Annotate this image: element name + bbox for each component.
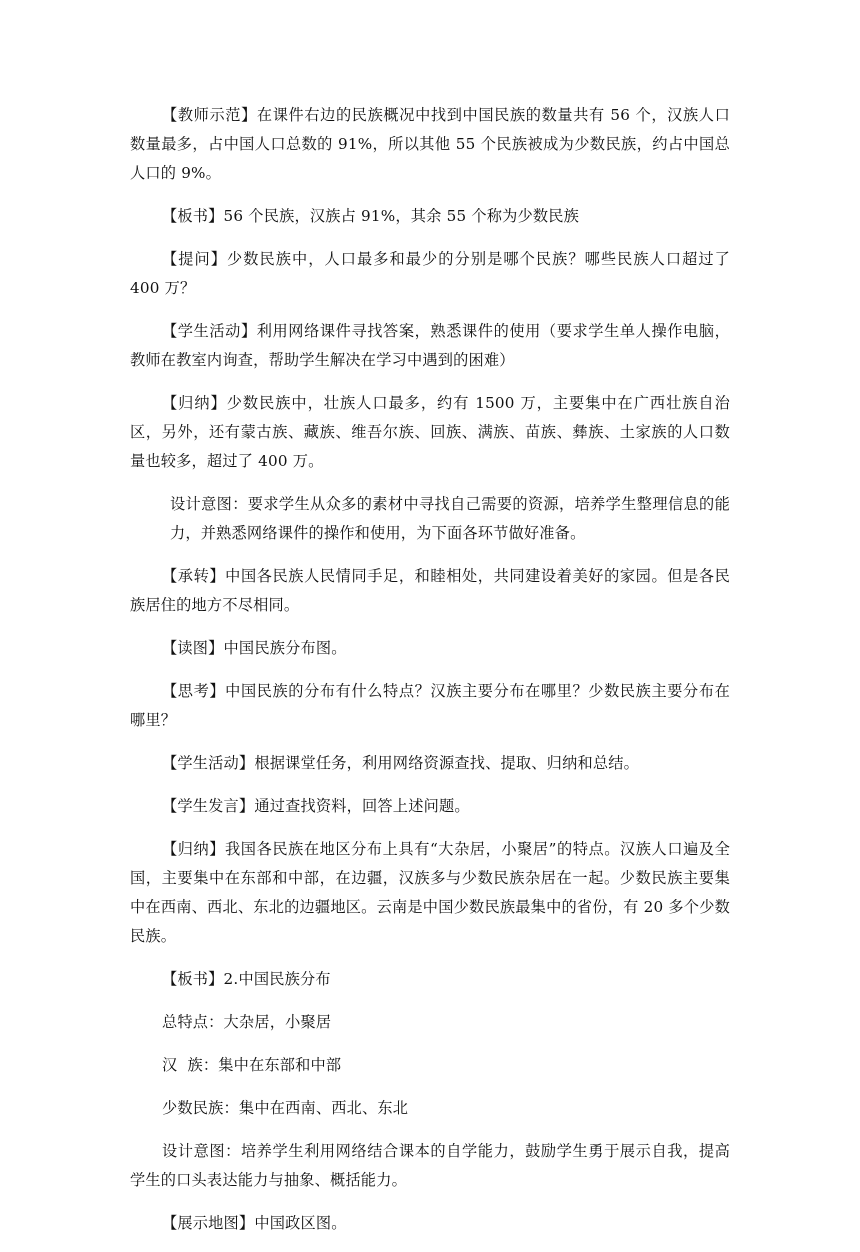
- paragraph-han-distribution: 汉 族：集中在东部和中部: [162, 1056, 342, 1074]
- paragraph-board-note-1: 【板书】56 个民族，汉族占 91%，其余 55 个称为少数民族: [162, 207, 580, 225]
- paragraph-student-speech: 【学生发言】通过查找资料，回答上述问题。: [162, 797, 470, 815]
- paragraph-show-map: 【展示地图】中国政区图。: [162, 1214, 347, 1232]
- paragraph-board-note-2: 【板书】2.中国民族分布: [162, 970, 331, 988]
- paragraph-summary-2: 【归纳】我国各民族在地区分布上具有“大杂居，小聚居”的特点。汉族人口遍及全国，主要集中在东部和中部，在边疆，汉族多与少数民族杂居在一起。少数民族主要集中在西南、西北、东北的边疆地区。云南是中国少数民族最集中的省份，有 20 多个少数民族。: [130, 840, 730, 945]
- paragraph-design-intent-2: 设计意图：培养学生利用网络结合课本的自学能力，鼓励学生勇于展示自我，提高学生的口头表达能力与抽象、概括能力。: [130, 1142, 730, 1189]
- paragraph-minority-distribution: 少数民族：集中在西南、西北、东北: [162, 1099, 409, 1117]
- paragraph-summary-1: 【归纳】少数民族中，壮族人口最多，约有 1500 万，主要集中在广西壮族自治区，另外，还有蒙古族、藏族、维吾尔族、回族、满族、苗族、彝族、土家族的人口数量也较多，超过了 400 万。: [130, 394, 730, 470]
- paragraph-design-intent-1: 设计意图：要求学生从众多的素材中寻找自己需要的资源，培养学生整理信息的能力，并熟悉网络课件的操作和使用，为下面各环节做好准备。: [170, 495, 730, 542]
- paragraph-student-activity-2: 【学生活动】根据课堂任务，利用网络资源查找、提取、归纳和总结。: [162, 754, 640, 772]
- paragraph-overall-feature: 总特点：大杂居，小聚居: [162, 1013, 332, 1031]
- paragraph-think: 【思考】中国民族的分布有什么特点？汉族主要分布在哪里？少数民族主要分布在哪里？: [130, 682, 730, 729]
- paragraph-teacher-demo: 【教师示范】在课件右边的民族概况中找到中国民族的数量共有 56 个，汉族人口数量最多，占中国人口总数的 91%，所以其他 55 个民族被成为少数民族，约占中国总人口的 9%。: [130, 106, 730, 182]
- paragraph-read-map: 【读图】中国民族分布图。: [162, 639, 347, 657]
- paragraph-student-activity-1: 【学生活动】利用网络课件寻找答案，熟悉课件的使用（要求学生单人操作电脑，教师在教室内询查，帮助学生解决在学习中遇到的困难）: [130, 322, 730, 369]
- document-body: [130, 101, 730, 1252]
- paragraph-question: 【提问】少数民族中，人口最多和最少的分别是哪个民族？哪些民族人口超过了 400 万？: [130, 250, 730, 297]
- paragraph-transition: 【承转】中国各民族人民情同手足，和睦相处，共同建设着美好的家园。但是各民族居住的地方不尽相同。: [130, 567, 730, 614]
